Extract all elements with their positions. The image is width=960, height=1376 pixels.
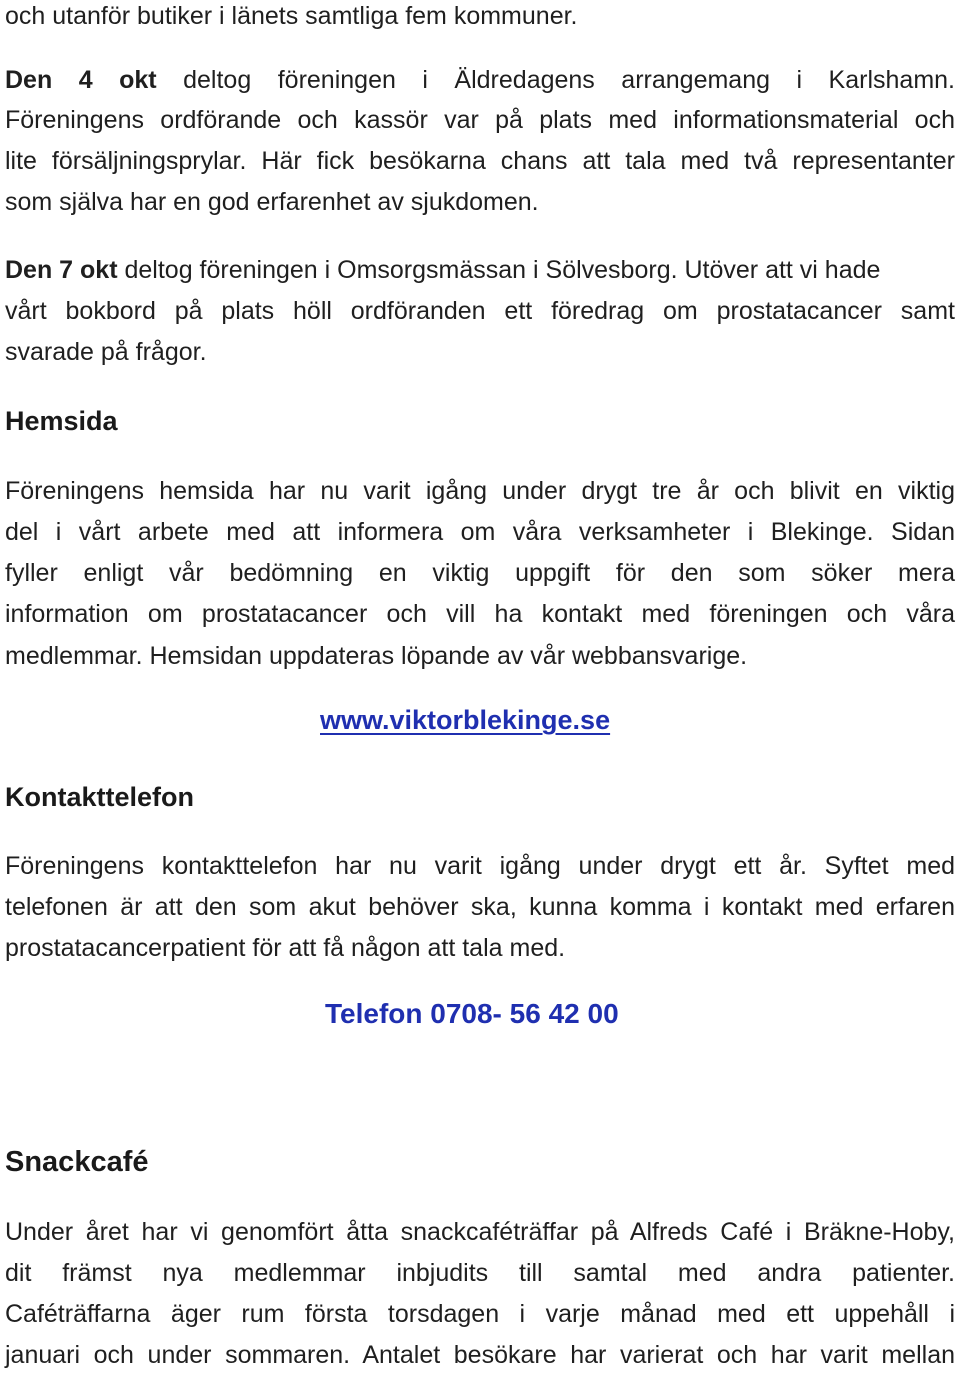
- kontakt-line-3: prostatacancerpatient för att få någon att tala med.: [5, 934, 566, 962]
- kontakt-heading: Kontakttelefon: [5, 782, 194, 812]
- website-link[interactable]: www.viktorblekinge.se: [320, 705, 611, 735]
- event1-line-1-text: deltog föreningen i Äldredagens arrangemang i Karlshamn.: [156, 66, 955, 94]
- hemsida-line-4: information om prostatacancer och vill ha kontakt med föreningen och våra: [5, 600, 955, 628]
- hemsida-line-3: fyller enligt vår bedömning en viktig uppgift för den som söker mera: [5, 559, 955, 587]
- kontakt-line-2: telefonen är att den som akut behöver ska, kunna komma i kontakt med erfaren: [5, 893, 955, 921]
- hemsida-line-5: medlemmar. Hemsidan uppdateras löpande av vår webbansvarige.: [5, 642, 748, 670]
- event2-line-2: vårt bokbord på plats höll ordföranden ett föredrag om prostatacancer samt: [5, 297, 955, 325]
- hemsida-line-1: Föreningens hemsida har nu varit igång under drygt tre år och blivit en viktig: [5, 477, 955, 505]
- hemsida-heading: Hemsida: [5, 406, 118, 436]
- event1-line-2: Föreningens ordförande och kassör var på plats med informationsmaterial och: [5, 106, 955, 134]
- event2-line-1-text: deltog föreningen i Omsorgsmässan i Sölvesborg. Utöver att vi hade: [117, 256, 881, 284]
- snackcafe-heading: Snackcafé: [5, 1146, 149, 1178]
- event2-date: Den 7 okt: [5, 256, 118, 284]
- snackcafe-line-2: dit främst nya medlemmar inbjudits till samtal med andra patienter.: [5, 1259, 955, 1287]
- event2-line-3: svarade på frågor.: [5, 338, 207, 366]
- hemsida-line-2: del i vårt arbete med att informera om våra verksamheter i Blekinge. Sidan: [5, 518, 955, 546]
- kontakt-line-1: Föreningens kontakttelefon har nu varit igång under drygt ett år. Syftet med: [5, 852, 955, 880]
- snackcafe-line-1: Under året har vi genomfört åtta snackcaféträffar på Alfreds Café i Bräkne-Hoby,: [5, 1218, 955, 1246]
- intro-line: och utanför butiker i länets samtliga fem kommuner.: [5, 2, 578, 30]
- snackcafe-line-3: Caféträffarna äger rum första torsdagen i varje månad med ett uppehåll i: [5, 1300, 955, 1328]
- phone-number: Telefon 0708- 56 42 00: [325, 998, 619, 1029]
- event1-date: Den 4 okt: [5, 66, 157, 94]
- snackcafe-line-4: januari och under sommaren. Antalet besökare har varierat och har varit mellan: [5, 1341, 955, 1369]
- event1-line-3: lite försäljningsprylar. Här fick besökarna chans att tala med två representanter: [5, 147, 955, 175]
- event1-line-1: [5, 60, 955, 101]
- event2-line-1: [5, 250, 880, 291]
- event1-line-4: som själva har en god erfarenhet av sjukdomen.: [5, 188, 539, 216]
